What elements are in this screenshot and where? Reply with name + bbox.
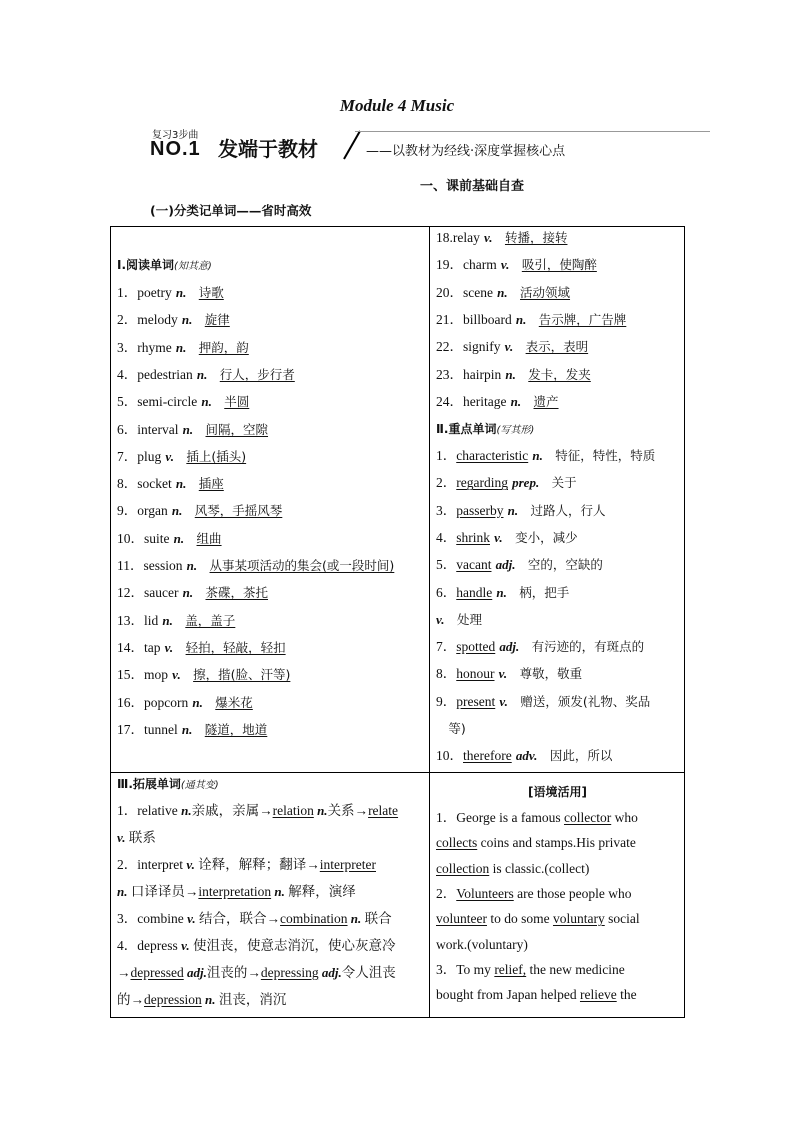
vocab-item	[436, 665, 582, 684]
item-number: 7．	[117, 448, 138, 464]
item-word: handle	[456, 584, 493, 600]
item-word: spotted	[456, 639, 496, 655]
slash-divider-icon	[340, 130, 362, 160]
item-number: 17．	[117, 721, 144, 737]
answer-word: depressed	[130, 965, 184, 980]
item-word: tap	[144, 639, 161, 655]
item-pos: adj.	[495, 557, 516, 573]
item-word: signify	[463, 339, 501, 355]
line-segment: 沮丧的→	[206, 965, 261, 980]
vocab-item	[436, 747, 612, 766]
banner-no-label: NO.1	[150, 138, 201, 160]
item-meaning: 过路人，行人	[530, 502, 606, 518]
item-pos: v.	[165, 448, 174, 464]
line-segment: adj.	[183, 965, 207, 980]
item-meaning: 茶碟，茶托	[205, 585, 269, 601]
banner-big-label: 发端于教材	[218, 137, 318, 161]
line-segment: the	[616, 987, 637, 1003]
vocab-item	[117, 502, 282, 521]
item-number: 1．	[436, 448, 457, 463]
item-word: semi-circle	[137, 394, 198, 410]
line-segment: 1．relative	[117, 803, 182, 818]
vocab-item	[436, 693, 650, 712]
item-word: plug	[137, 448, 162, 464]
text-line	[436, 961, 625, 980]
vocab-item	[117, 557, 394, 576]
item-word: scene	[463, 284, 493, 300]
answer-word: collects	[436, 835, 478, 851]
line-segment: 结合，联合→	[195, 911, 281, 926]
line-segment: n.	[201, 992, 216, 1007]
item-number: 16．	[117, 694, 144, 710]
line-segment: adj.	[318, 965, 342, 980]
line-segment: n.	[117, 884, 128, 899]
item-pos: n.	[496, 584, 507, 600]
vocab-item	[436, 638, 644, 657]
item-meaning: 处理	[456, 611, 482, 627]
line-segment: the new medicine	[526, 961, 625, 977]
text-line	[436, 885, 631, 904]
text-line	[117, 964, 396, 983]
item-word: interval	[137, 421, 179, 437]
vocab-item	[436, 229, 567, 248]
line-segment: coins and stamps.His private	[477, 835, 636, 851]
item-number: 9．	[436, 693, 457, 709]
text-line	[117, 856, 376, 875]
vocab-item	[436, 474, 577, 493]
answer-word: voluntary	[552, 911, 605, 927]
item-meaning: 遗产	[533, 393, 559, 409]
line-segment: v.	[117, 830, 126, 845]
item-word: therefore	[463, 748, 512, 764]
item-meaning: 押韵，韵	[198, 339, 249, 355]
item-pos: prep.	[512, 475, 540, 491]
answer-word: relate	[368, 803, 399, 818]
line-segment: is classic.(collect)	[489, 860, 590, 876]
line-segment: 2．	[436, 885, 457, 901]
item-meaning: 有污迹的，有斑点的	[531, 639, 645, 655]
item-pos: n.	[175, 476, 187, 492]
vocab-item	[117, 639, 286, 658]
line-segment: 2．interpret	[117, 857, 187, 872]
vocab-item	[436, 720, 466, 739]
item-meaning: 插上(插头)	[186, 448, 247, 464]
item-word: mop	[144, 667, 169, 683]
item-meaning: 轻拍，轻敲，轻扣	[185, 639, 286, 655]
item-word: poetry	[137, 285, 172, 300]
answer-word: relation	[272, 803, 314, 818]
item-meaning: 关于	[551, 475, 577, 491]
item-pos: n.	[173, 530, 185, 546]
item-number: 4．	[117, 366, 138, 382]
item-number: 9．	[117, 503, 138, 519]
item-pos: n.	[532, 448, 543, 463]
item-number: 14．	[117, 639, 144, 655]
item-word: hairpin	[463, 366, 502, 382]
vocab-item	[117, 666, 290, 685]
line-segment: 联系	[125, 830, 156, 845]
item-meaning: 插座	[198, 476, 224, 492]
vocab-item	[117, 393, 249, 412]
item-number: 8．	[117, 476, 138, 492]
item-pos: n.	[201, 394, 212, 410]
item-number: 24．	[436, 393, 463, 409]
answer-word: Volunteers	[456, 885, 514, 901]
item-pos: n.	[171, 503, 183, 519]
answer-word: collector	[563, 810, 612, 825]
item-meaning: 尊敬，敬重	[519, 666, 583, 682]
answer-word: relieve	[579, 987, 617, 1003]
item-pos: n.	[182, 585, 194, 601]
text-line	[436, 910, 640, 929]
item-number: 6．	[436, 584, 457, 600]
line-segment: v.	[187, 911, 196, 926]
item-word: regarding	[456, 475, 508, 491]
item-word: tunnel	[144, 721, 178, 737]
text-line	[117, 910, 392, 929]
item-word: vacant	[456, 557, 492, 573]
item-word: pedestrian	[137, 366, 193, 382]
vocab-item	[117, 475, 224, 494]
item-number: 12．	[117, 585, 144, 601]
item-number: 23．	[436, 366, 463, 382]
item-meaning: 表示，表明	[525, 339, 589, 355]
item-word: honour	[456, 666, 495, 682]
item-pos: n.	[196, 366, 208, 382]
item-word: saucer	[144, 585, 179, 601]
item-number: 4．	[436, 529, 457, 545]
item-pos: n.	[505, 366, 516, 382]
subheading-text: Ⅱ.重点单词	[436, 422, 497, 436]
item-word: session	[143, 558, 183, 573]
text-line	[117, 937, 396, 956]
text-line	[117, 802, 398, 821]
vocab-item	[436, 284, 570, 303]
line-segment: 诠释，解释；翻译→	[194, 857, 320, 872]
item-meaning: 因此，所以	[549, 748, 613, 764]
item-meaning: 从事某项活动的集会(或一段时间)	[209, 558, 395, 573]
text-line	[117, 883, 356, 902]
item-meaning: 吸引，使陶醉	[521, 257, 597, 273]
item-number: 5．	[117, 394, 138, 410]
item-word: rhyme	[137, 339, 172, 355]
item-meaning: 变小，减少	[515, 529, 578, 545]
line-segment: 3．combine	[117, 911, 188, 926]
item-number: 18.	[436, 230, 453, 245]
vocab-item	[436, 256, 597, 275]
item-pos: n.	[182, 421, 194, 437]
line-segment: 解释，演绎	[284, 884, 356, 899]
subheading-note: (知其意)	[174, 261, 212, 272]
item-meaning: 旋律	[204, 312, 230, 328]
line-segment: 联合	[361, 911, 392, 926]
item-word: characteristic	[456, 448, 529, 463]
item-word: suite	[144, 530, 170, 546]
vocab-item	[436, 366, 591, 385]
item-number: 3．	[117, 339, 138, 355]
answer-word: depression	[144, 992, 202, 1007]
answer-word: volunteer	[436, 911, 487, 927]
item-word: organ	[137, 503, 168, 519]
text-line	[117, 829, 156, 848]
vocab-item	[436, 393, 559, 412]
answer-word: collection	[436, 860, 490, 876]
item-meaning: 柄，把手	[519, 584, 570, 600]
item-pos: v.	[172, 667, 181, 683]
vocab-item	[436, 311, 626, 330]
item-number: 13．	[117, 612, 144, 628]
item-number: 10．	[117, 530, 144, 546]
item-pos: n.	[175, 339, 187, 355]
item-pos: adv.	[515, 748, 538, 764]
item-pos: n.	[186, 558, 198, 573]
item-number: 2．	[436, 475, 457, 491]
vocab-item	[117, 530, 222, 549]
context-heading: [语境活用]	[528, 785, 587, 799]
line-segment: 令人沮丧	[341, 965, 396, 980]
vocab-item	[117, 612, 235, 631]
item-pos: v.	[164, 639, 174, 655]
item-word: heritage	[463, 393, 507, 409]
item-pos: n.	[162, 612, 173, 628]
item-number: 3．	[436, 502, 457, 518]
line-segment: →	[117, 965, 131, 980]
item-meaning: 诗歌	[198, 285, 224, 300]
item-number: 15．	[117, 667, 144, 683]
item-word: socket	[137, 476, 172, 492]
vocab-item	[436, 556, 603, 575]
line-segment: 关系→	[327, 803, 369, 818]
item-meaning: 等)	[448, 721, 466, 736]
item-word: billboard	[463, 311, 512, 327]
line-segment: v.	[181, 938, 190, 953]
item-word: popcorn	[144, 694, 189, 710]
item-word: shrink	[456, 529, 490, 545]
item-pos: v.	[498, 666, 508, 682]
line-segment: n.	[271, 884, 285, 899]
text-line	[117, 991, 286, 1010]
line-segment: 4．depress	[117, 938, 182, 953]
item-meaning: 发卡，发夹	[528, 366, 591, 382]
item-number: 7．	[436, 639, 457, 655]
item-meaning: 半圆	[224, 394, 250, 410]
banner-subtitle: ——以教材为经线·深度掌握核心点	[366, 144, 566, 159]
item-number: 2．	[117, 312, 138, 328]
item-pos: n.	[497, 284, 508, 300]
vocab-item	[117, 721, 267, 740]
item-meaning: 盖，盖子	[185, 612, 236, 628]
vocab-item	[117, 311, 230, 330]
text-line	[436, 860, 589, 879]
banner-rule	[355, 131, 710, 132]
item-pos: v.	[500, 257, 510, 273]
item-pos: v.	[504, 339, 514, 355]
item-number: 11．	[117, 558, 144, 573]
line-segment: are those people who	[513, 885, 632, 901]
item-pos: v.	[494, 529, 503, 545]
section-subheading	[117, 256, 212, 276]
vocab-item	[117, 284, 224, 303]
line-segment: 1．George is a famous	[436, 810, 564, 825]
item-number: 22．	[436, 339, 463, 355]
item-meaning: 间隔，空隙	[205, 421, 269, 437]
item-number: 10．	[436, 748, 463, 764]
item-pos: n.	[175, 285, 187, 300]
subheading-note: (通其变)	[180, 780, 219, 791]
key-words-cell	[430, 227, 685, 772]
vocab-item	[117, 448, 246, 467]
item-pos: v.	[436, 611, 445, 627]
reading-words-cell	[111, 227, 429, 772]
line-segment: bought from Japan helped	[436, 987, 580, 1003]
line-segment: 口译译员→	[127, 884, 199, 899]
text-line	[436, 834, 636, 853]
item-word: charm	[463, 257, 497, 273]
subheading-note: (写其形)	[496, 425, 535, 436]
item-meaning: 赠送，颁发(礼物、奖品	[520, 693, 651, 709]
item-pos: n.	[192, 694, 203, 710]
sub-heading: (一)分类记单词——省时高效	[150, 203, 312, 218]
item-pos: n.	[515, 311, 527, 327]
item-meaning: 爆米花	[215, 694, 253, 710]
item-meaning: 行人，步行者	[219, 366, 295, 382]
line-segment: work.(voluntary)	[436, 936, 528, 952]
answer-word: interpreter	[319, 857, 376, 872]
item-number: 19．	[436, 257, 463, 273]
line-segment: n.	[347, 911, 362, 926]
vocab-item	[117, 339, 249, 358]
item-number: 20．	[436, 284, 463, 300]
item-meaning: 特征，特性，特质	[555, 448, 656, 463]
line-segment: n.	[181, 803, 192, 818]
vocab-item	[117, 694, 253, 713]
item-meaning: 擦，揩(脸、汗等)	[193, 667, 291, 683]
line-segment: v.	[186, 857, 195, 872]
line-segment: 亲戚，亲属→	[191, 803, 273, 818]
section-subheading	[436, 420, 534, 440]
vocab-item	[117, 421, 268, 440]
item-pos: n.	[507, 502, 519, 518]
banner-small-label: 复习3步曲	[152, 130, 199, 141]
vocab-item	[117, 366, 295, 385]
vocab-item	[436, 611, 482, 630]
item-meaning: 组曲	[196, 530, 222, 546]
item-word: present	[456, 693, 496, 709]
extended-words-cell	[111, 773, 429, 1018]
line-segment: 沮丧，消沉	[215, 992, 287, 1007]
answer-word: combination	[280, 911, 348, 926]
item-pos: n.	[181, 312, 193, 328]
line-segment: to do some	[486, 911, 553, 927]
line-segment: n.	[313, 803, 328, 818]
item-number: 1．	[117, 285, 138, 300]
vocab-table	[110, 226, 685, 1018]
item-meaning: 告示牌，广告牌	[538, 311, 627, 327]
item-pos: n.	[510, 393, 522, 409]
line-segment: who	[611, 810, 638, 825]
text-line	[436, 936, 528, 955]
item-pos: v.	[484, 230, 493, 245]
item-word: relay	[452, 230, 480, 245]
answer-word: interpretation	[198, 884, 272, 899]
item-meaning: 空的，空缺的	[527, 557, 603, 573]
text-line	[436, 986, 637, 1005]
vocab-item	[436, 529, 578, 548]
page-title: Module 4 Music	[339, 96, 455, 115]
item-number: 21．	[436, 311, 463, 327]
section-subheading	[117, 775, 219, 795]
item-meaning: 转播，接转	[504, 230, 568, 245]
item-meaning: 隧道，地道	[204, 721, 268, 737]
line-segment: 的→	[117, 992, 144, 1007]
vocab-item	[436, 447, 655, 466]
vocab-item	[436, 502, 606, 521]
section-banner	[150, 126, 710, 162]
section-heading: 一、课前基础自查	[420, 179, 525, 194]
subheading-text: Ⅲ.拓展单词	[117, 777, 181, 791]
item-meaning: 风琴，手摇风琴	[194, 503, 283, 519]
item-pos: adj.	[499, 639, 520, 655]
context-usage-cell	[430, 773, 685, 1018]
item-word: lid	[144, 612, 159, 628]
item-word: melody	[137, 312, 178, 328]
vocab-item	[117, 584, 268, 603]
item-word: passerby	[456, 502, 504, 518]
subheading-text: Ⅰ.阅读单词	[117, 258, 175, 272]
item-pos: n.	[181, 721, 193, 737]
line-segment: 3．To my	[436, 961, 495, 977]
answer-word: depressing	[260, 965, 319, 980]
vocab-item	[436, 584, 569, 603]
line-segment: social	[604, 911, 640, 927]
item-number: 6．	[117, 421, 138, 437]
line-segment: 使沮丧，使意志消沉，使心灰意冷	[189, 938, 396, 953]
item-number: 5．	[436, 557, 457, 573]
item-pos: v.	[499, 693, 508, 709]
vocab-item	[436, 338, 588, 357]
item-meaning: 活动领域	[520, 284, 571, 300]
text-line	[436, 809, 638, 828]
item-number: 8．	[436, 666, 457, 682]
answer-word: relief,	[494, 961, 527, 977]
